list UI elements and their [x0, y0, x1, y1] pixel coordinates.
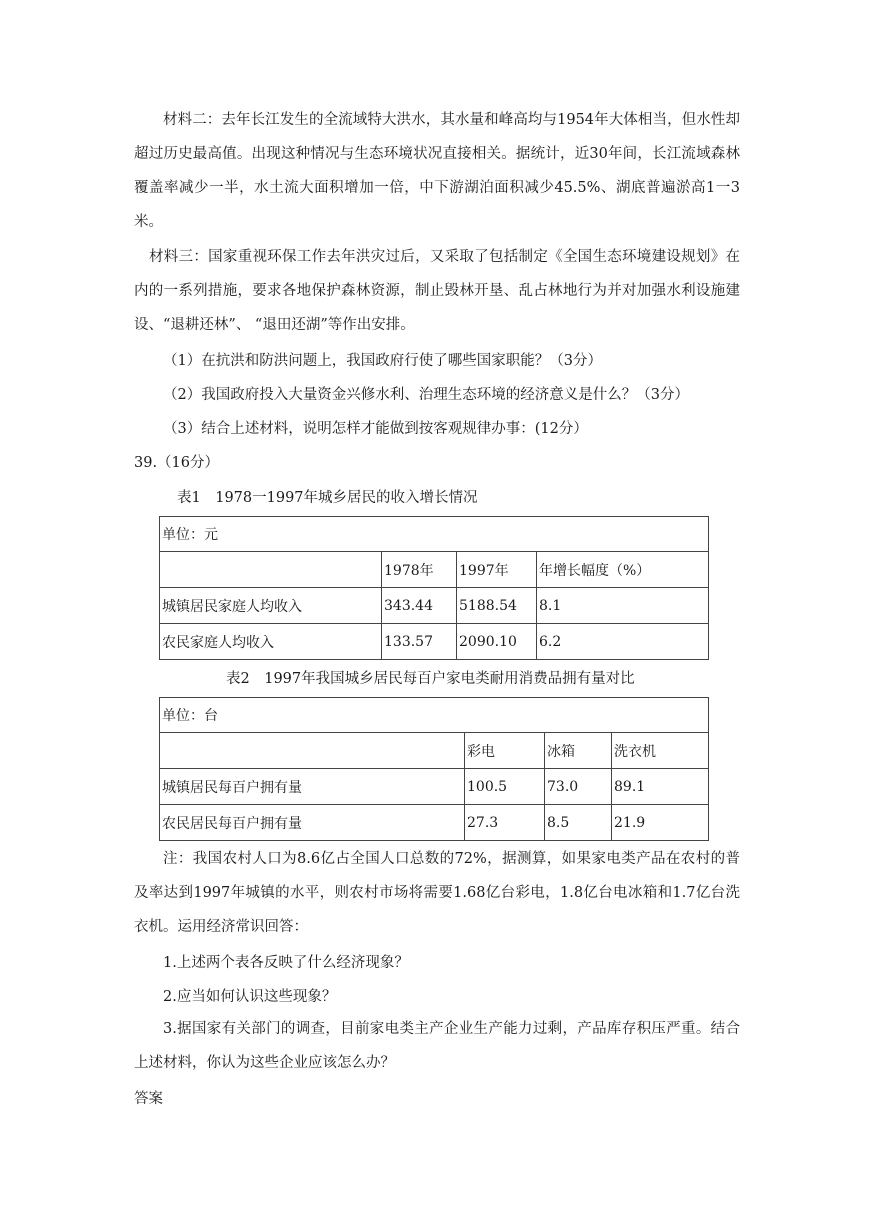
table-header-row [160, 552, 709, 588]
question-38-part-3: （3）结合上述材料，说明怎样才能做到按客观规律办事：(12分） [163, 421, 588, 437]
table-cell: 100.5 [465, 769, 545, 805]
question-39-part-3: 3.据国家有关部门的调查，目前家电类主产企业生产能力过剩，产品库存积压严重。结合上述材料，你认为这些企业应该怎么办？ [134, 1021, 740, 1071]
table-cell: 城镇居民家庭人均收入 [160, 588, 382, 624]
table-row [160, 769, 709, 805]
table-header-cell: 洗衣机 [612, 733, 709, 769]
table-cell: 343.44 [382, 588, 457, 624]
material-two-paragraph: 材料二：去年长江发生的全流域特大洪水，其水量和峰高均与1954年大体相当，但水性却超过历史最高值。出现这种情况与生态环境状况直接相关。据统计，近30年间，长江流域森林覆盖率减少一半，水土流大面积增加一倍，中下游湖泊面积减少45.5%、湖底普遍淤高1一3米。 [134, 112, 740, 230]
table-cell: 农民家庭人均收入 [160, 624, 382, 660]
table-header-row [160, 733, 709, 769]
table-cell: 6.2 [537, 624, 709, 660]
table-cell: 133.57 [382, 624, 457, 660]
table-header-cell: 冰箱 [545, 733, 612, 769]
table-cell: 89.1 [612, 769, 709, 805]
table-2-caption: 表2 1997年我国城乡居民每百户家电类耐用消费品拥有量对比 [226, 671, 635, 687]
table-header-cell: 彩电 [465, 733, 545, 769]
table-row [160, 624, 709, 660]
appliance-ownership-table [159, 697, 709, 841]
question-39-part-2: 2.应当如何认识这些现象？ [163, 989, 337, 1005]
table-cell: 农民居民每百户拥有量 [160, 805, 465, 841]
table-cell: 21.9 [612, 805, 709, 841]
note-paragraph: 注：我国农村人口为8.6亿占全国人口总数的72%，据测算，如果家电类产品在农村的普及率达到1997年城镇的水平，则农村市场将需要1.68亿台彩电，1.8亿台电冰箱和1.7亿台洗衣机。运用经济常识回答： [134, 851, 740, 935]
question-39-heading: 39.（16分） [134, 455, 220, 471]
table-unit: 单位：台 [160, 698, 709, 733]
question-39-part-1: 1.上述两个表各反映了什么经济现象？ [163, 955, 409, 971]
table-unit: 单位：元 [160, 517, 709, 552]
table-header-cell [160, 733, 465, 769]
table-header-cell: 年增长幅度（%） [537, 552, 709, 588]
income-growth-table [159, 516, 709, 660]
table-cell: 城镇居民每百户拥有量 [160, 769, 465, 805]
table-cell: 27.3 [465, 805, 545, 841]
table-row [160, 588, 709, 624]
table-cell: 2090.10 [457, 624, 537, 660]
table-cell: 5188.54 [457, 588, 537, 624]
material-three-paragraph: 材料三：国家重视环保工作去年洪灾过后，又采取了包括制定《全国生态环境建设规划》在内的一系列措施，要求各地保护森林资源，制止毁林开垦、乱占林地行为并对加强水利设施建设、“退耕还林”、 “退田还湖”等作出安排。 [134, 249, 740, 333]
answer-label: 答案 [134, 1091, 163, 1107]
table-row [160, 517, 709, 552]
table-cell: 8.5 [545, 805, 612, 841]
table-header-cell [160, 552, 382, 588]
table-header-cell: 1997年 [457, 552, 537, 588]
table-cell: 8.1 [537, 588, 709, 624]
table-row [160, 805, 709, 841]
table-header-cell: 1978年 [382, 552, 457, 588]
table-row [160, 698, 709, 733]
question-38-part-2: （2）我国政府投入大量资金兴修水利、治理生态环境的经济意义是什么？（3分） [163, 387, 689, 403]
table-cell: 73.0 [545, 769, 612, 805]
question-38-part-1: （1）在抗洪和防洪问题上，我国政府行使了哪些国家职能？（3分） [163, 353, 602, 369]
table-1-caption: 表1 1978一1997年城乡居民的收入增长情况 [177, 490, 478, 506]
